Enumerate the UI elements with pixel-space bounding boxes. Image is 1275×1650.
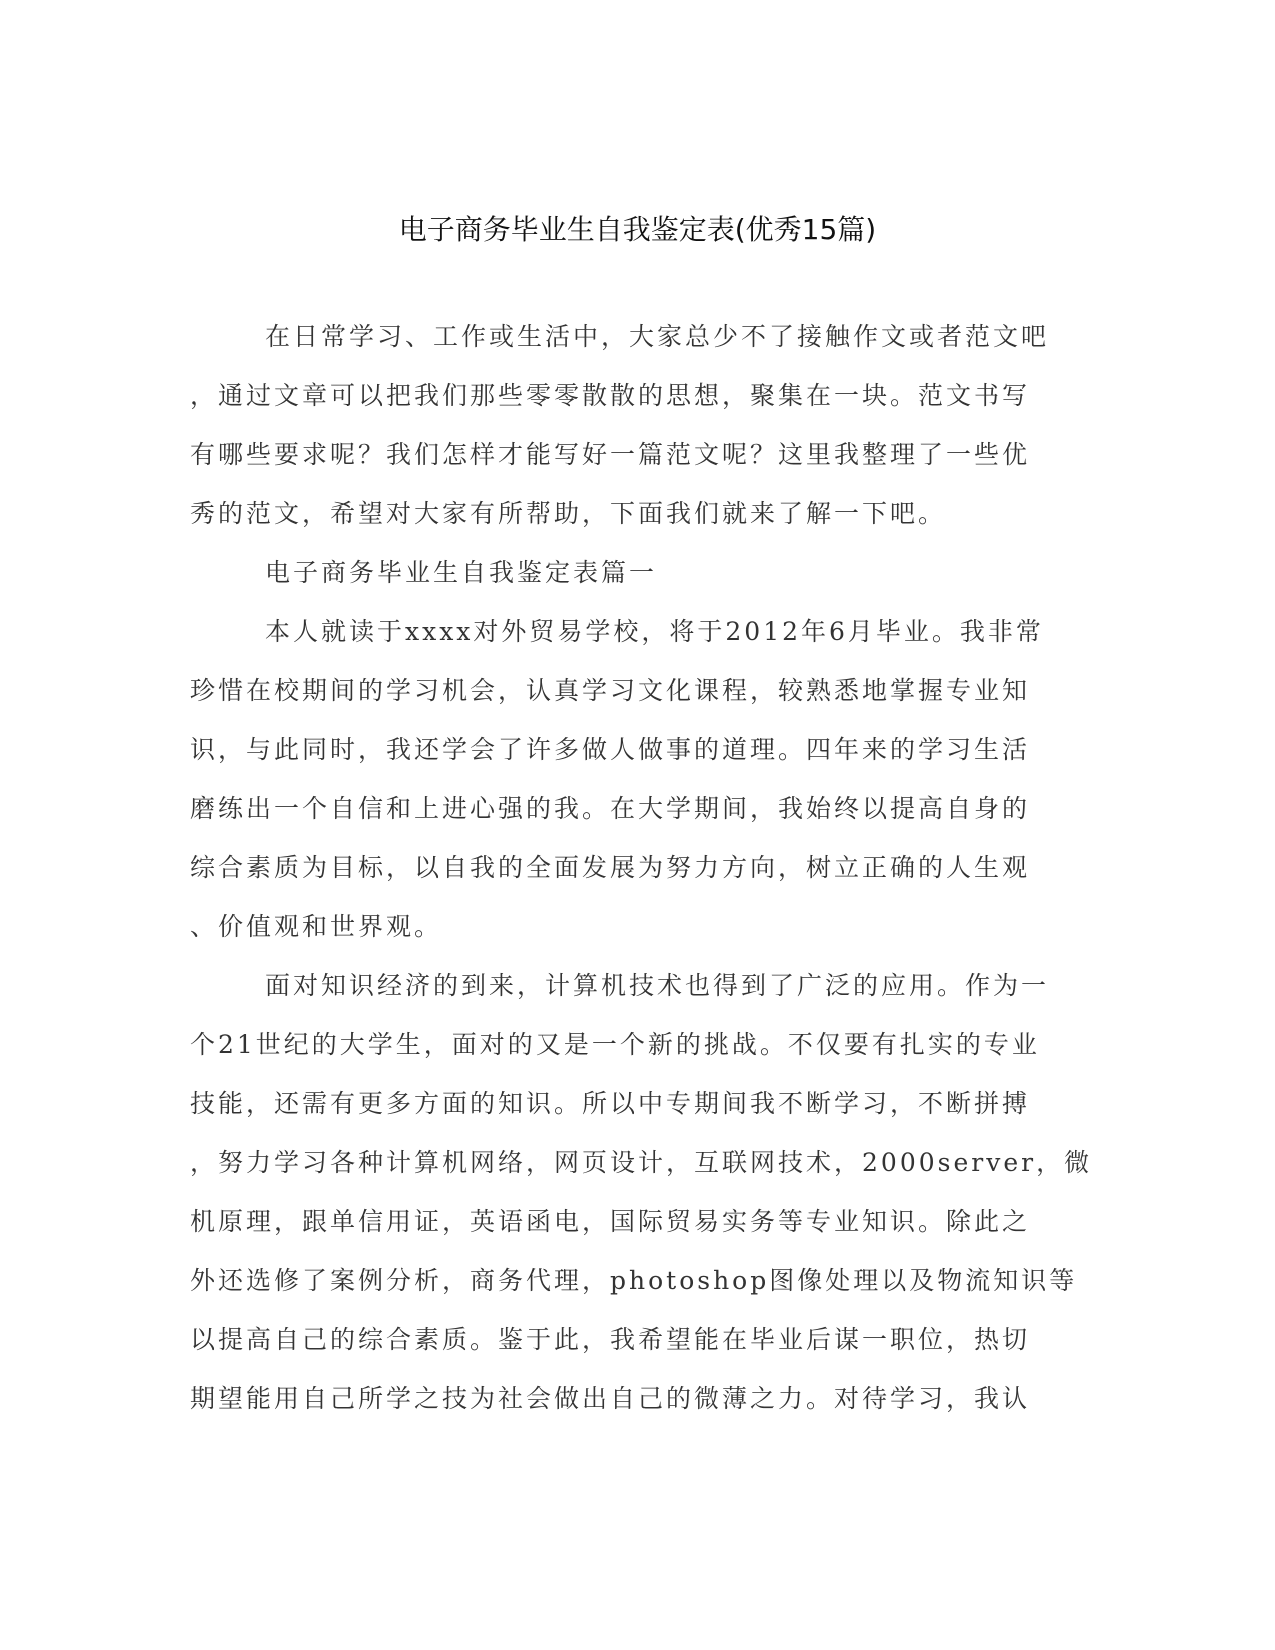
document-title: 电子商务毕业生自我鉴定表(优秀15篇) bbox=[398, 213, 877, 246]
paragraph-line: 、价值观和世界观。 bbox=[190, 912, 443, 941]
paragraph-line: 技能，还需有更多方面的知识。所以中专期间我不断学习，不断拼搏 bbox=[190, 1089, 1031, 1118]
intro-line: 秀的范文，希望对大家有所帮助，下面我们就来了解一下吧。 bbox=[190, 499, 947, 528]
paragraph-line: 以提高自己的综合素质。鉴于此，我希望能在毕业后谋一职位，热切 bbox=[190, 1325, 1031, 1354]
paragraph-line: 磨练出一个自信和上进心强的我。在大学期间，我始终以提高自身的 bbox=[190, 794, 1031, 823]
intro-line: 有哪些要求呢？我们怎样才能写好一篇范文呢？这里我整理了一些优 bbox=[190, 440, 1031, 469]
paragraph-line: 个21世纪的大学生，面对的又是一个新的挑战。不仅要有扎实的专业 bbox=[190, 1030, 1040, 1059]
paragraph-line: 识，与此同时，我还学会了许多做人做事的道理。四年来的学习生活 bbox=[190, 735, 1031, 764]
intro-line: 在日常学习、工作或生活中，大家总少不了接触作文或者范文吧 bbox=[265, 322, 1050, 351]
paragraph-line: 机原理，跟单信用证，英语函电，国际贸易实务等专业知识。除此之 bbox=[190, 1207, 1031, 1236]
paragraph-line: 珍惜在校期间的学习机会，认真学习文化课程，较熟悉地掌握专业知 bbox=[190, 676, 1031, 705]
paragraph-line: ，努力学习各种计算机网络，网页设计，互联网技术，2000server，微 bbox=[190, 1148, 1093, 1177]
paragraph-line: 外还选修了案例分析，商务代理，photoshop图像处理以及物流知识等 bbox=[190, 1266, 1078, 1295]
paragraph-line: 本人就读于xxxx对外贸易学校，将于2012年6月毕业。我非常 bbox=[265, 617, 1044, 646]
section-heading: 电子商务毕业生自我鉴定表篇一 bbox=[265, 558, 658, 587]
paragraph-line: 面对知识经济的到来，计算机技术也得到了广泛的应用。作为一 bbox=[265, 971, 1050, 1000]
paragraph-line: 期望能用自己所学之技为社会做出自己的微薄之力。对待学习，我认 bbox=[190, 1384, 1031, 1413]
paragraph-line: 综合素质为目标，以自我的全面发展为努力方向，树立正确的人生观 bbox=[190, 853, 1031, 882]
intro-line: ，通过文章可以把我们那些零零散散的思想，聚集在一块。范文书写 bbox=[190, 381, 1031, 410]
